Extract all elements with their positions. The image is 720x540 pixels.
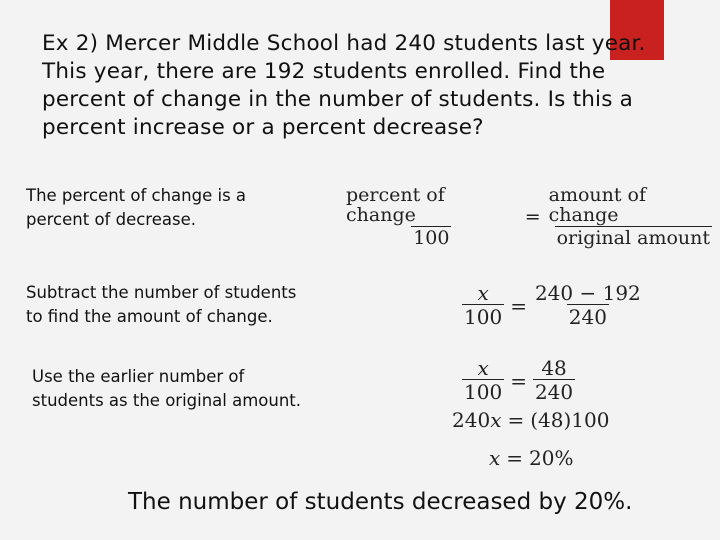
numerator: x [477, 281, 489, 305]
left-fraction [462, 358, 504, 403]
problem-line-3: percent of change in the number of students. Is this a [42, 87, 634, 112]
problem-statement [42, 30, 692, 142]
variable: x [490, 408, 502, 432]
equals-sign: = [507, 408, 525, 432]
numerator: 240 − 192 [534, 281, 641, 305]
proportion-formula [344, 186, 720, 249]
note-line: students as the original amount. [32, 391, 302, 410]
denominator: original amount [556, 226, 711, 249]
note-line: Use the earlier number of [32, 367, 245, 386]
conclusion: The number of students decreased by 20%. [128, 489, 633, 515]
right-side: (48)100 [530, 408, 610, 432]
problem-line-2: This year, there are 192 students enrolled. Find the [42, 59, 606, 84]
note-line: to find the amount of change. [26, 307, 273, 326]
right-fraction [533, 283, 643, 328]
note-line: The percent of change is a [26, 186, 247, 205]
equals-sign: = [510, 293, 527, 318]
left-fraction [344, 186, 519, 249]
coefficient: 240 [452, 408, 491, 432]
denominator: 100 [413, 226, 450, 249]
denominator: 240 [534, 380, 574, 404]
equation-step-4 [489, 446, 574, 470]
problem-line-1: Ex 2) Mercer Middle School had 240 students last year. [42, 31, 646, 56]
numerator: amount of change [548, 184, 647, 226]
numerator: x [477, 356, 489, 380]
answer: 20% [529, 446, 574, 470]
note-line: percent of decrease. [26, 210, 196, 229]
note-percent-decrease [26, 184, 246, 232]
right-fraction [547, 186, 720, 249]
note-original-amount [32, 365, 301, 413]
equation-step-2 [462, 358, 575, 403]
denominator: 100 [464, 380, 503, 404]
equals-sign: = [524, 206, 541, 229]
equals-sign: = [506, 446, 524, 470]
left-fraction [462, 283, 504, 328]
problem-line-4: percent increase or a percent decrease? [42, 115, 484, 140]
denominator: 240 [568, 305, 607, 329]
variable: x [489, 446, 501, 470]
right-fraction [533, 358, 575, 403]
numerator: percent of change [346, 184, 445, 226]
numerator: 48 [541, 356, 567, 380]
equation-step-3 [452, 408, 609, 432]
note-subtract [26, 281, 296, 329]
denominator: 100 [464, 305, 503, 329]
equation-step-1 [462, 283, 643, 328]
note-line: Subtract the number of students [26, 283, 297, 302]
equals-sign: = [510, 368, 527, 393]
